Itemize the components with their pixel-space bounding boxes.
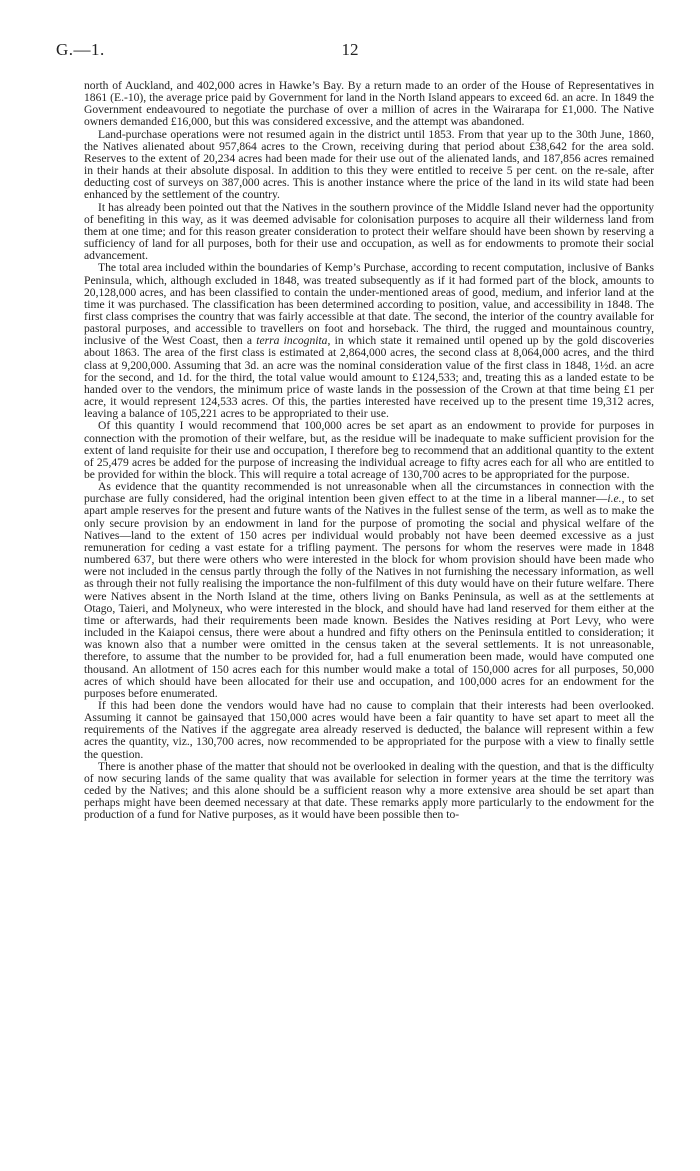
paragraph [84, 262, 654, 420]
italic-text: i.e. [607, 492, 622, 506]
paragraph [84, 80, 654, 129]
paragraph [84, 481, 654, 700]
paragraph [84, 129, 654, 202]
text-run: If this had been done the vendors would have had no cause to complain that their interests had been overlooked. Assuming it cannot be gainsayed that 150,000 acres would have been a fair quantity to have set apart to meet all the requirements of the Natives if the aggregate area already reserved is deducted, the balance will represent within a few acres the quantity, viz., 130,700 acres, now recommended to be appropriated for the purpose with a view to finally settle the question. [84, 698, 654, 761]
document-reference: G.—1. [56, 40, 105, 59]
paragraph [84, 202, 654, 263]
page-header [56, 40, 644, 64]
paragraph [84, 420, 654, 481]
body-text [84, 80, 654, 822]
page-number: 12 [341, 40, 359, 59]
text-run: , to set apart ample reserves for the present and future wants of the Natives in the fullest sense of the term, as well as to make the only secure provision by an endowment in land for the purpose of promoting the social and physical welfare of the Natives—land to the extent of 150 acres per individual would probably not have been deemed excessive as a just remuneration for ceding a vast estate for a trifling payment. The persons for whom the reserves were made in 1848 numbered 637, but there were others who were interested in the block for whom provision should have been made who were not included in the census partly through the folly of the Natives in not furnishing the necessary information, as well as through their not fully realising the importance the non-fulfilment of this duty would have on their future welfare. There were Natives absent in the North Island at the time, others living on Banks Peninsula, as well as at the settlements at Otago, Taieri, and Molyneux, who were interested in the block, and should have had land reserved for them either at the time or afterwards, had their requirements been made known. Besides the Natives residing at Port Levy, who were included in the Kaiapoi census, there were about a hundred and fifty others on the Peninsula entitled to consideration; it was known also that a number were omitted in the census taken at the several settlements. It is not unreasonable, therefore, to assume that the number to be provided for, had a full enumeration been made, would have computed one thousand. An allotment of 150 acres each for this number would make a total of 150,000 acres for all purposes, 50,000 acres of which should have been allocated for their use and occupation, and 100,000 acres for an endowment for the purposes before enumerated. [84, 492, 654, 700]
paragraph [84, 761, 654, 822]
text-run: Of this quantity I would recommend that 100,000 acres be set apart as an endowment to provide for purposes in connection with the promotion of their welfare, but, as the residue will be inadequate to make sufficient provision for the extent of land requisite for their use and occupation, I therefore beg to recommend that an additional quantity to the extent of 25,479 acres be added for the purpose of increasing the individual acreage to fifty acres each for all who are entitled to be provided for within the block. This will require a total acreage of 130,700 acres to be appropriated for the purpose. [84, 419, 654, 481]
italic-text: terra incognita [256, 334, 328, 348]
text-run: Land-purchase operations were not resumed again in the district until 1853. From that year up to the 30th June, 1860, the Natives alienated about 957,864 acres to the Crown, receiving during that period about £38,642 for the area sold. Reserves to the extent of 20,234 acres had been made for their use out of the alienated lands, and 187,856 acres remained in their hands at their absolute disposal. In addition to this they were entitled to receive 5 per cent. on the re-sale, after deducting cost of surveys on 387,000 acres. This is another instance where the price of the land in its wild state had been enhanced by the settlement of the country. [84, 127, 654, 202]
text-run: north of Auckland, and 402,000 acres in Hawke’s Bay. By a return made to an order of the House of Representatives in 1861 (E.-10), the average price paid by Government for land in the North Island appears to exceed 6d. an acre. In 1849 the Government endeavoured to negotiate the purchase of over a million of acres in the Wairarapa for £1,000. The Native owners demanded £16,000, but this was considered excessive, and the attempt was abandoned. [84, 79, 654, 129]
text-run: There is another phase of the matter that should not be overlooked in dealing with the question, and that is the difficulty of now securing lands of the same quality that was available for selection in former years at the time the territory was ceded by the Natives; and this alone should be a sufficient reason why a more extensive area should be set apart than perhaps might have been deemed necessary at that date. These remarks apply more particularly to the endowment for the production of a fund for Native purposes, as it would have been possible then to- [84, 759, 654, 822]
text-run: , in which state it remained until opened up by the gold discoveries about 1863. The area of the first class is estimated at 2,864,000 acres, the second class at 8,064,000 acres, and the third class at 9,200,000. Assuming that 3d. an acre was the nominal consideration value of the first class in 1848, 1½d. an acre for the second, and 1d. for the third, the total value would amount to £124,533; and, treating this as a landed estate to be handed over to the vendors, the minimum price of waste lands in the possession of the Crown at that time being £1 per acre, it would represent 124,533 acres. Of this, the parties interested have received up to the present time 19,312 acres, leaving a balance of 105,221 acres to be appropriated to their use. [84, 334, 654, 421]
text-run: It has already been pointed out that the Natives in the southern province of the Middle Island never had the opportunity of benefiting in this way, as it was deemed advisable for colonisation purposes to acquire all their wilderness land from them at one time; and for this reason greater consideration to protect their welfare should have been shown by reserving a sufficiency of land for all purposes, both for their use and occupation, as well as for endowments to promote their social advancement. [84, 200, 654, 263]
text-run: As evidence that the quantity recommended is not unreasonable when all the circumstances in connection with the purchase are fully considered, had the original intention been given effect to at the time in a liberal manner— [84, 480, 654, 506]
paragraph [84, 700, 654, 761]
text-run: The total area included within the boundaries of Kemp’s Purchase, according to recent computation, inclusive of Banks Peninsula, which, although excluded in 1848, was treated subsequently as if it had formed part of the block, amounts to 20,128,000 acres, and has been classified to contain the under-mentioned areas of good, medium, and inferior land at the time it was purchased. The classification has been determined according to position, value, and accessibility in 1848. The first class comprises the country that was fairly accessible at that date. The second, the interior of the country available for pastoral purposes, and accessible to travellers on foot and horseback. The third, the rugged and mountainous country, inclusive of the West Coast, then a [84, 261, 654, 348]
